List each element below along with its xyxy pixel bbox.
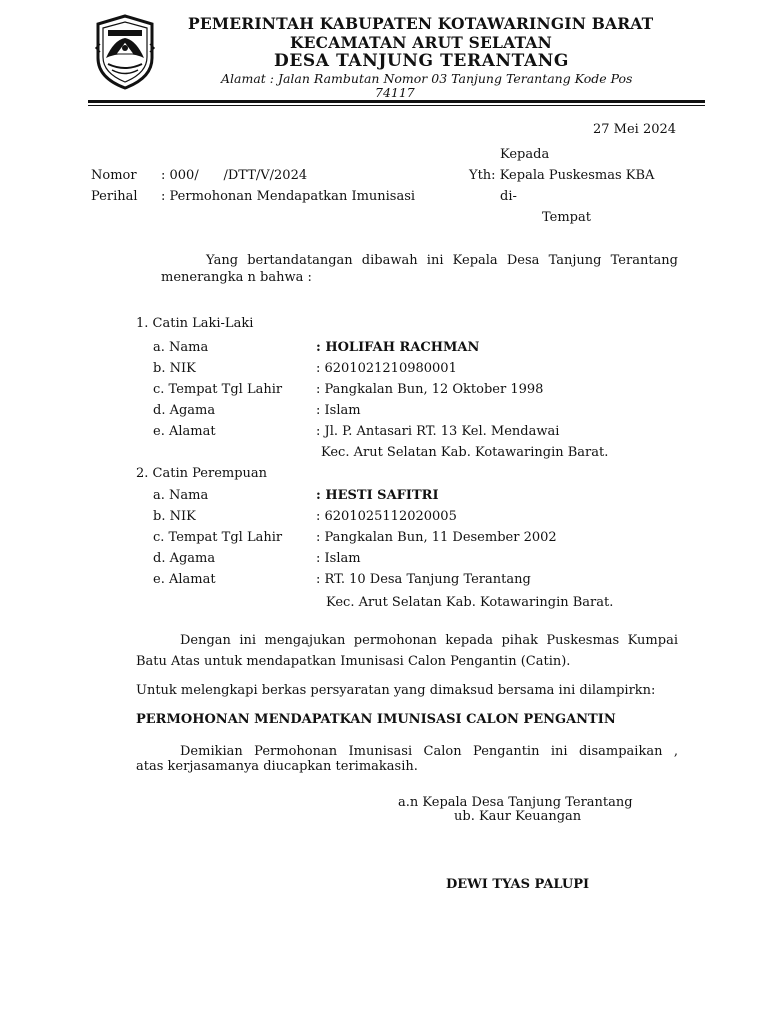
body-heading: PERMOHONAN MENDAPATKAN IMUNISASI CALON PENGANTIN bbox=[136, 712, 616, 727]
groom-value-nama: : HOLIFAH RACHMAN bbox=[316, 340, 480, 355]
groom-label-nik: b. NIK bbox=[153, 361, 196, 376]
bride-value-nik: : 6201025112020005 bbox=[316, 509, 457, 524]
bride-heading: 2. Catin Perempuan bbox=[136, 466, 268, 481]
recipient-yth: Yth: Kepala Puskesmas KBA bbox=[469, 168, 655, 183]
groom-value-agama: : Islam bbox=[316, 403, 361, 418]
intro-line-2: menerangka n bahwa : bbox=[161, 270, 312, 285]
perihal-label: Perihal bbox=[91, 189, 138, 204]
groom-label-nama: a. Nama bbox=[153, 340, 209, 355]
bride-address-cont: Kec. Arut Selatan Kab. Kotawaringin Barat. bbox=[326, 595, 614, 610]
nomor-label: Nomor bbox=[91, 168, 137, 183]
intro-line-1: Yang bertandatangan dibawah ini Kepala Desa Tanjung Terantang bbox=[206, 253, 678, 268]
groom-label-alamat: e. Alamat bbox=[153, 424, 216, 439]
bride-value-agama: : Islam bbox=[316, 551, 361, 566]
letterhead-address: Alamat : Jalan Rambutan Nomor 03 Tanjung Terantang Kode Pos bbox=[221, 71, 633, 86]
regency-emblem-icon bbox=[92, 14, 158, 90]
bride-value-ttl: : Pangkalan Bun, 11 Desember 2002 bbox=[316, 530, 557, 545]
perihal-value: : Permohonan Mendapatkan Imunisasi bbox=[161, 189, 416, 204]
groom-value-alamat: : Jl. P. Antasari RT. 13 Kel. Mendawai bbox=[316, 424, 560, 439]
body-para2: Untuk melengkapi berkas persyaratan yang dimaksud bersama ini dilampirkn: bbox=[136, 683, 656, 698]
letterhead-government: PEMERINTAH KABUPATEN KOTAWARINGIN BARAT bbox=[188, 14, 654, 33]
recipient-kepada: Kepada bbox=[500, 147, 550, 162]
bride-label-nik: b. NIK bbox=[153, 509, 196, 524]
signatory-name: DEWI TYAS PALUPI bbox=[446, 877, 590, 892]
nomor-value: : 000/ /DTT/V/2024 bbox=[161, 168, 308, 183]
bride-value-alamat: : RT. 10 Desa Tanjung Terantang bbox=[316, 572, 531, 587]
letterhead-postcode: 74117 bbox=[375, 85, 415, 100]
groom-heading: 1. Catin Laki-Laki bbox=[136, 316, 254, 331]
signature-line1: a.n Kepala Desa Tanjung Terantang bbox=[398, 795, 633, 810]
letter-date: 27 Mei 2024 bbox=[593, 122, 677, 137]
closing-line1: Demikian Permohonan Imunisasi Calon Pengantin ini disampaikan , bbox=[180, 744, 678, 759]
letterhead-rule-thin bbox=[88, 105, 705, 106]
groom-address-cont: Kec. Arut Selatan Kab. Kotawaringin Barat. bbox=[321, 445, 609, 460]
groom-label-ttl: c. Tempat Tgl Lahir bbox=[153, 382, 283, 397]
signature-line2: ub. Kaur Keuangan bbox=[454, 809, 582, 824]
groom-label-agama: d. Agama bbox=[153, 403, 216, 418]
bride-label-ttl: c. Tempat Tgl Lahir bbox=[153, 530, 283, 545]
letterhead-village: DESA TANJUNG TERANTANG bbox=[274, 51, 570, 71]
closing-line2: atas kerjasamanya diucapkan terimakasih. bbox=[136, 759, 418, 774]
bride-value-nama: : HESTI SAFITRI bbox=[316, 488, 439, 503]
bride-label-alamat: e. Alamat bbox=[153, 572, 216, 587]
bride-label-nama: a. Nama bbox=[153, 488, 209, 503]
bride-label-agama: d. Agama bbox=[153, 551, 216, 566]
recipient-di: di- bbox=[500, 189, 517, 204]
letterhead-rule-thick bbox=[88, 100, 705, 103]
groom-value-nik: : 6201021210980001 bbox=[316, 361, 457, 376]
recipient-tempat: Tempat bbox=[542, 210, 591, 225]
body-para1-line2: Batu Atas untuk mendapatkan Imunisasi Calon Pengantin (Catin). bbox=[136, 654, 571, 669]
letterhead-district: KECAMATAN ARUT SELATAN bbox=[290, 33, 552, 52]
body-para1-line1: Dengan ini mengajukan permohonan kepada pihak Puskesmas Kumpai bbox=[180, 633, 678, 648]
groom-value-ttl: : Pangkalan Bun, 12 Oktober 1998 bbox=[316, 382, 544, 397]
